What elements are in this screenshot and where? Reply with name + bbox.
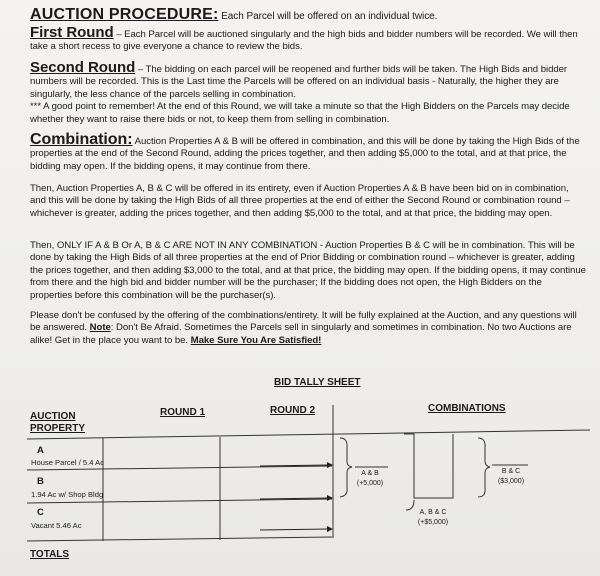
row-b-letter: B bbox=[37, 476, 44, 487]
col-combinations-header: COMBINATIONS bbox=[428, 403, 506, 414]
col-property-line2: PROPERTY bbox=[30, 423, 86, 434]
procedure-intro: Each Parcel will be offered on an individual twice. bbox=[221, 11, 438, 22]
combo-bc-box bbox=[492, 467, 530, 487]
combo-abc-add: (+$5,000) bbox=[417, 519, 449, 526]
col-property-line1: AUCTION bbox=[30, 411, 76, 422]
then-abc-text: Then, Auction Properties A, B & C will be offered in its entirety, even if Auction Properties A & B have been bid on in combination, and this will be done by taking the High Bids of all three properties at the end of either the Second Round or combination round – whichever is greater, adding the prices together, and then adding $5,000 to the total, and at that price, the bidding may open. bbox=[30, 183, 570, 219]
satisfied-text: Make Sure You Are Satisfied! bbox=[190, 334, 322, 346]
totals-label: TOTALS bbox=[30, 549, 70, 560]
reminder-text: *** A good point to remember! At the end of this Round, we will take a minute so that the High Bidders on the Parcels may decide whether they want to raise there bids or not, to keep them from selling in combination. bbox=[30, 101, 570, 125]
row-c-letter: C bbox=[37, 507, 44, 518]
combo-ab-label: A & B bbox=[361, 470, 379, 477]
combination-heading: Combination: bbox=[30, 131, 133, 148]
row-b-label: 1.94 Ac w/ Shop Bldg bbox=[31, 490, 104, 499]
second-round-heading: Second Round bbox=[30, 59, 136, 76]
first-round-text: – Each Parcel will be auctioned singularly and the high bids and bidder numbers will be recorded. We will then take a short recess to give everyone a chance to review the bids. bbox=[30, 29, 578, 53]
row-a-letter: A bbox=[37, 445, 44, 456]
closing-text-1: Please don't be confused by the offering of the combinations/entirety. It will be fully explained at the Auction, and any questions will be answered. bbox=[30, 310, 577, 334]
combo-bc-label: B & C bbox=[501, 468, 521, 475]
note-label: Note bbox=[89, 322, 111, 334]
closing-text-2: : Don't Be Afraid. Sometimes the Parcels sell in singularly and sometimes in combination. No two Auctions are alike! Get in the place you want to be. bbox=[30, 322, 572, 346]
col-round2-header: ROUND 2 bbox=[270, 405, 316, 416]
second-round-text: – The bidding on each parcel will be reopened and further bids will be taken. The High Bids and bidder numbers will be recorded. This is the Last time the Parcels will be offered on an individual basis - Naturally, the higher they are singularly, the less chance of the parcels selling in combination. bbox=[30, 64, 568, 100]
then-bc-text: Then, ONLY IF A & B Or A, B & C ARE NOT IN ANY COMBINATION - Auction Properties B & C will be in combination. This will be done by taking the High Bids of all three properties at the end of Prior Bidding or combination round – whichever is greater, adding the prices together, and then adding $3,000 to the total, and at that price, the bidding may open. If the bidding opens, it may continue from there and the high bid and bidder number will be the purchaser; If the bidding does not open, the High Bidders on the properties before this combination will be the purchaser(s). bbox=[30, 240, 586, 301]
combination-text: Auction Properties A & B will be offered in combination, and this will be done by taking the High Bids of the properties at the end of the Second Round, adding the prices together, and then adding $5,000 to the total, and at that price, the bidding may open. If the bidding opens, it may continue from there. bbox=[30, 136, 580, 172]
first-round-heading: First Round bbox=[30, 24, 114, 41]
combo-ab-add: (+5,000) bbox=[356, 480, 384, 487]
tally-title: BID TALLY SHEET bbox=[274, 377, 361, 388]
procedure-title: AUCTION PROCEDURE: bbox=[30, 6, 219, 23]
row-a-label: House Parcel / 5.4 Ac bbox=[31, 458, 105, 467]
combo-abc-box bbox=[410, 508, 456, 528]
row-c-label: Vacant 5.46 Ac bbox=[31, 521, 82, 530]
combo-ab-box bbox=[350, 469, 390, 489]
combo-abc-label: A, B & C bbox=[419, 509, 447, 516]
combo-bc-add: ($3,000) bbox=[497, 478, 525, 485]
col-round1-header: ROUND 1 bbox=[160, 407, 206, 418]
